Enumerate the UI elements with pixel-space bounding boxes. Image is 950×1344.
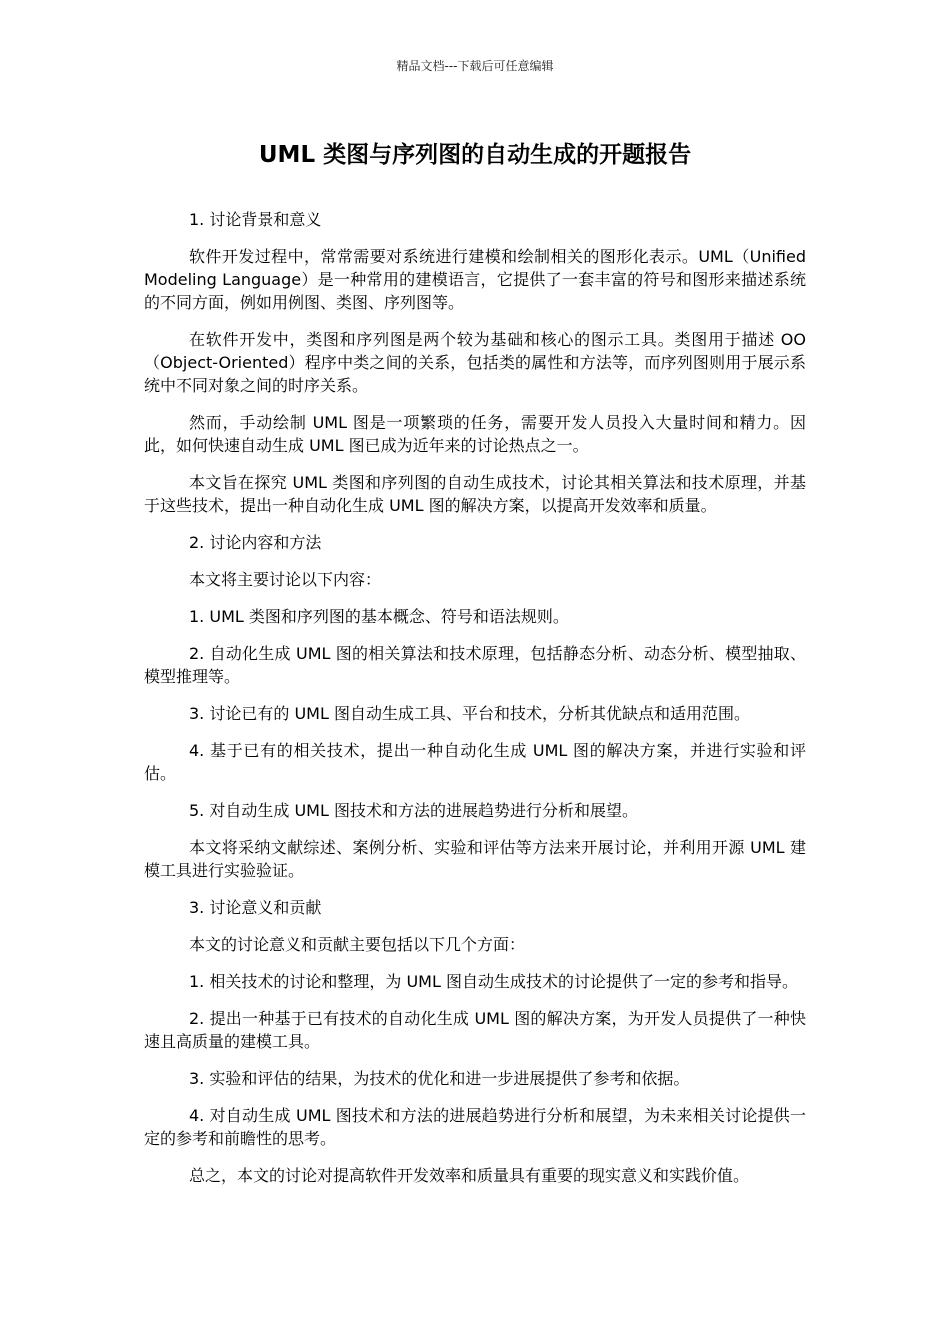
list-item: 1. UML 类图和序列图的基本概念、符号和语法规则。 — [189, 607, 569, 626]
list-item: 4. 对自动生成 UML 图技术和方法的进展趋势进行分析和展望，为未来相关讨论提供一定的参考和前瞻性的思考。 — [144, 1106, 806, 1148]
list-item: 4. 基于已有的相关技术，提出一种自动化生成 UML 图的解决方案，并进行实验和评估。 — [144, 741, 806, 783]
header-note: 精品文档---下载后可任意编辑 — [396, 59, 554, 73]
paragraph: 本文的讨论意义和贡献主要包括以下几个方面： — [189, 935, 526, 954]
paragraph: 本文将主要讨论以下内容： — [189, 570, 382, 589]
section-heading-significance: 3. 讨论意义和贡献 — [189, 898, 322, 917]
paragraph: 本文旨在探究 UML 类图和序列图的自动生成技术，讨论其相关算法和技术原理，并基于这些技术，提出一种自动化生成 UML 图的解决方案，以提高开发效率和质量。 — [144, 473, 806, 515]
conclusion-paragraph: 总之，本文的讨论对提高软件开发效率和质量具有重要的现实意义和实践价值。 — [189, 1166, 750, 1185]
paragraph: 然而，手动绘制 UML 图是一项繁琐的任务，需要开发人员投入大量时间和精力。因此，如何快速自动生成 UML 图已成为近年来的讨论热点之一。 — [144, 413, 806, 455]
paragraph: 软件开发过程中，常常需要对系统进行建模和绘制相关的图形化表示。UML（Unified Modeling Language）是一种常用的建模语言，它提供了一套丰富的符号和图形来描述系统的不同方面，例如用例图、类图、序列图等。 — [144, 247, 806, 312]
list-item: 3. 实验和评估的结果，为技术的优化和进一步进展提供了参考和依据。 — [189, 1069, 690, 1088]
section-heading-background: 1. 讨论背景和意义 — [189, 210, 322, 229]
section-heading-content: 2. 讨论内容和方法 — [189, 533, 322, 552]
paragraph: 本文将采纳文献综述、案例分析、实验和评估等方法来开展讨论，并利用开源 UML 建模工具进行实验验证。 — [144, 838, 806, 880]
document-body — [144, 208, 806, 1201]
list-item: 2. 自动化生成 UML 图的相关算法和技术原理，包括静态分析、动态分析、模型抽取、模型推理等。 — [144, 644, 806, 686]
list-item: 5. 对自动生成 UML 图技术和方法的进展趋势进行分析和展望。 — [189, 801, 638, 820]
document-title: UML 类图与序列图的自动生成的开题报告 — [258, 142, 692, 168]
paragraph: 在软件开发中，类图和序列图是两个较为基础和核心的图示工具。类图用于描述 OO（Object-Oriented）程序中类之间的关系，包括类的属性和方法等，而序列图则用于展示系统中不同对象之间的时序关系。 — [144, 330, 806, 395]
list-item: 3. 讨论已有的 UML 图自动生成工具、平台和技术，分析其优缺点和适用范围。 — [189, 704, 750, 723]
list-item: 2. 提出一种基于已有技术的自动化生成 UML 图的解决方案，为开发人员提供了一种快速且高质量的建模工具。 — [144, 1009, 806, 1051]
list-item: 1. 相关技术的讨论和整理，为 UML 图自动生成技术的讨论提供了一定的参考和指导。 — [189, 972, 798, 991]
